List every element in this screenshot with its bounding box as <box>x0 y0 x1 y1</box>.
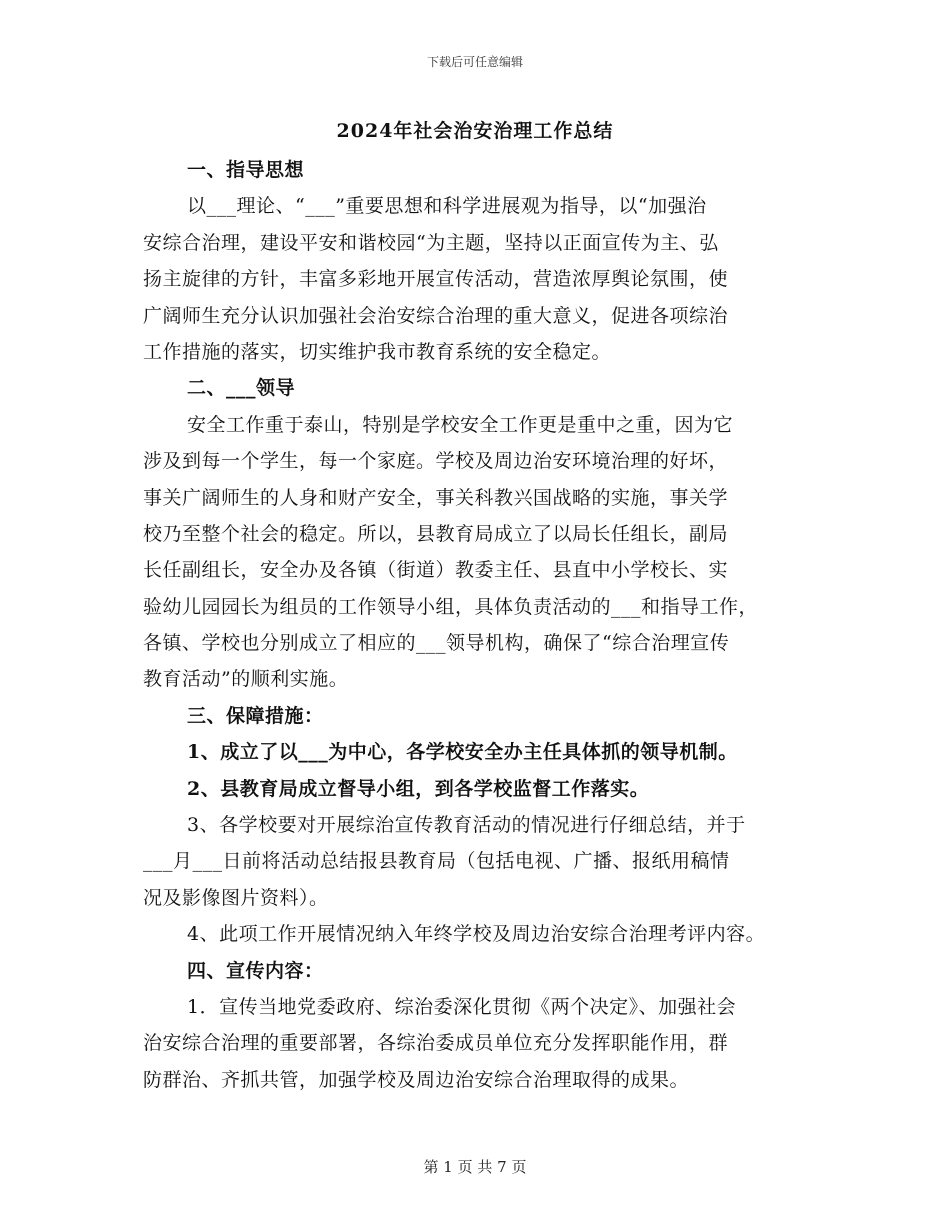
section-heading-line: 四、宣传内容： <box>187 959 324 982</box>
section-heading-line: 一、指导思想 <box>187 159 305 181</box>
paragraph-line: 工作措施的落实，切实维护我市教育系统的安全稳定。 <box>143 340 612 363</box>
paragraph-line: 广阔师生充分认识加强社会治安综合治理的重大意义，促进各项综治 <box>143 304 729 327</box>
paragraph-line: 验幼儿园园长为组员的工作领导小组，具体负责活动的___和指导工作， <box>143 595 759 618</box>
paragraph-line: 况及影像图片资料）。 <box>143 886 329 909</box>
paragraph-line: ___月___日前将活动总结报县教育局（包括电视、广播、报纸用稿情 <box>143 850 730 873</box>
paragraph-line: 教育活动”的顺利实施。 <box>143 668 349 691</box>
paragraph-line: 治安综合治理的重要部署，各综治委成员单位充分发挥职能作用，群 <box>143 1032 729 1055</box>
paragraph-line: 安综合治理，建设平安和谐校园“为主题，坚持以正面宣传为主、弘 <box>143 231 719 254</box>
paragraph-line: 防群治、齐抓共管，加强学校及周边治安综合治理取得的成果。 <box>143 1068 690 1091</box>
paragraph-line: 1．宣传当地党委政府、综治委深化贯彻《两个决定》、加强社会 <box>187 995 737 1018</box>
paragraph-line: 校乃至整个社会的稳定。所以，县教育局成立了以局长任组长，副局 <box>143 522 729 545</box>
paragraph-line: 4、此项工作开展情况纳入年终学校及周边治安综合治理考评内容。 <box>187 923 766 946</box>
paragraph-line: 安全工作重于泰山，特别是学校安全工作更是重中之重，因为它 <box>187 413 734 436</box>
paragraph-line: 3、各学校要对开展综治宣传教育活动的情况进行仔细总结，并于 <box>187 814 746 837</box>
paragraph-line: 扬主旋律的方针，丰富多彩地开展宣传活动，营造浓厚舆论氛围，使 <box>143 268 729 291</box>
document-title: 2024年社会治安治理工作总结 <box>336 120 614 142</box>
paragraph-line: 涉及到每一个学生，每一个家庭。学校及周边治安环境治理的好坏， <box>143 450 729 473</box>
section-heading-line: 1、成立了以___为中心，各学校安全办主任具体抓的领导机制。 <box>187 741 738 764</box>
page-header-note: 下载后可任意编辑 <box>426 55 523 69</box>
page-number-footer: 第 1 页 共 7 页 <box>423 1158 527 1176</box>
paragraph-line: 事关广阔师生的人身和财产安全，事关科教兴国战略的实施，事关学 <box>143 486 729 509</box>
document-body <box>143 152 823 1098</box>
paragraph-line: 长任副组长，安全办及各镇（街道）教委主任、县直中小学校长、实 <box>143 559 729 582</box>
section-heading-line: 二、___领导 <box>187 377 296 400</box>
section-heading-line: 2、县教育局成立督导小组，到各学校监督工作落实。 <box>187 777 650 800</box>
section-heading-line: 三、保障措施： <box>187 704 324 727</box>
paragraph-line: 以___理论、“___”重要思想和科学进展观为指导，以“加强治 <box>187 195 707 218</box>
paragraph-line: 各镇、学校也分别成立了相应的___领导机构，确保了“综合治理宣传 <box>143 632 730 655</box>
